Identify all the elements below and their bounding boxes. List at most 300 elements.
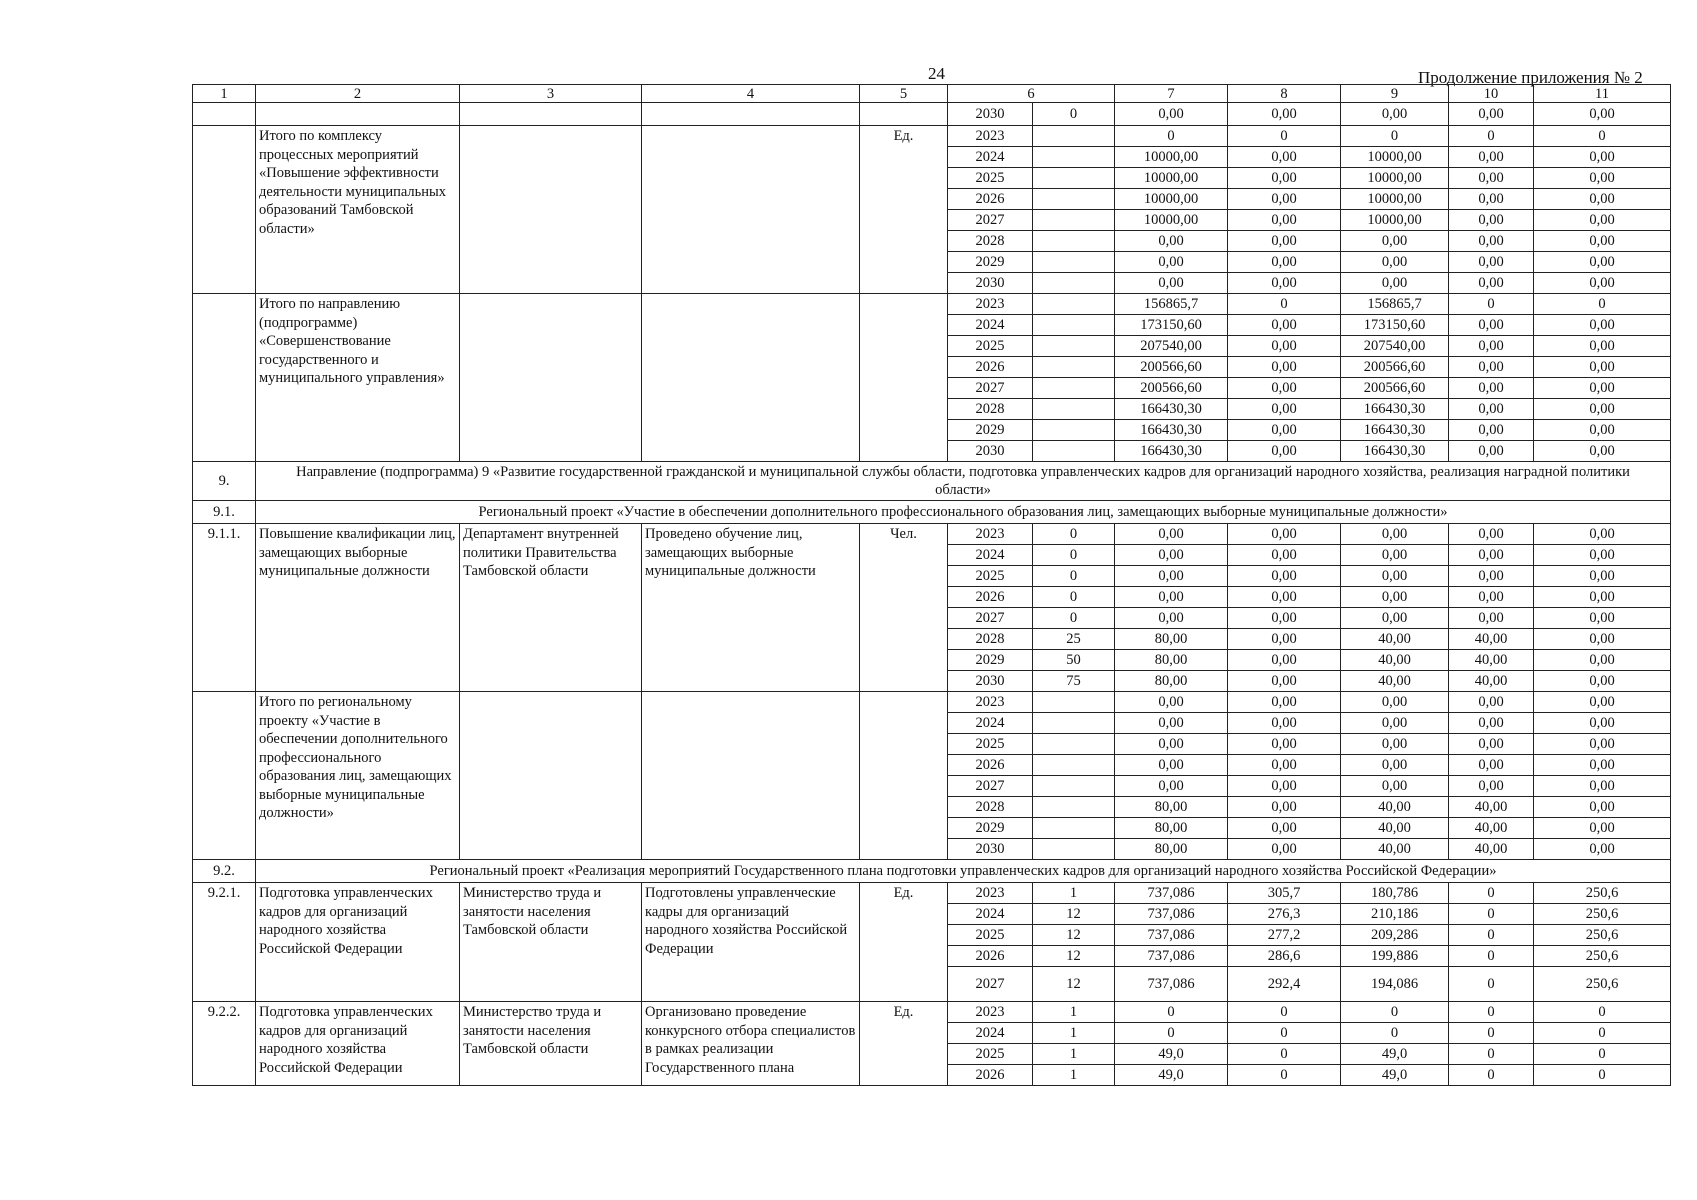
year-cell: 2026 (948, 755, 1033, 776)
indicator-value-cell (1033, 776, 1115, 797)
other-sources-cell: 0,00 (1534, 734, 1671, 755)
indicator-value-cell (1033, 420, 1115, 441)
other-sources-cell: 0 (1534, 1023, 1671, 1044)
year-cell: 2026 (948, 1065, 1033, 1086)
local-budget-cell: 0,00 (1449, 608, 1534, 629)
column-number: 8 (1228, 85, 1341, 103)
other-sources-cell: 0,00 (1534, 755, 1671, 776)
federal-budget-cell: 0 (1228, 126, 1341, 147)
year-cell: 2024 (948, 1023, 1033, 1044)
other-sources-cell: 0,00 (1534, 189, 1671, 210)
indicator-value-cell: 0 (1033, 566, 1115, 587)
federal-budget-cell: 305,7 (1228, 883, 1341, 904)
column-number: 9 (1341, 85, 1449, 103)
local-budget-cell: 0,00 (1449, 273, 1534, 294)
total-cell: 166430,30 (1115, 441, 1228, 462)
result-cell: Организовано проведение конкурсного отбора специалистов в рамках реализации Государственного плана (642, 1002, 860, 1086)
total-cell: 737,086 (1115, 904, 1228, 925)
federal-budget-cell: 0,00 (1228, 357, 1341, 378)
indicator-value-cell (1033, 713, 1115, 734)
year-cell: 2029 (948, 420, 1033, 441)
year-cell: 2029 (948, 252, 1033, 273)
total-cell: 737,086 (1115, 883, 1228, 904)
year-cell: 2024 (948, 147, 1033, 168)
unit-cell (860, 294, 948, 462)
year-cell: 2025 (948, 734, 1033, 755)
item-number-cell: 9.1.1. (193, 524, 256, 692)
responsible-cell (460, 692, 642, 860)
local-budget-cell: 0,00 (1449, 420, 1534, 441)
item-number-cell (193, 126, 256, 294)
page-number: 24 (928, 64, 945, 83)
other-sources-cell: 0,00 (1534, 357, 1671, 378)
year-cell: 2030 (948, 671, 1033, 692)
item-number-cell (193, 103, 256, 126)
other-sources-cell: 0,00 (1534, 839, 1671, 860)
federal-budget-cell: 0,00 (1228, 797, 1341, 818)
indicator-value-cell (1033, 797, 1115, 818)
regional-budget-cell: 200566,60 (1341, 378, 1449, 399)
total-cell: 80,00 (1115, 797, 1228, 818)
local-budget-cell: 0,00 (1449, 566, 1534, 587)
unit-cell: Ед. (860, 126, 948, 294)
local-budget-cell: 40,00 (1449, 629, 1534, 650)
other-sources-cell: 250,6 (1534, 946, 1671, 967)
federal-budget-cell: 0 (1228, 1023, 1341, 1044)
total-cell: 173150,60 (1115, 315, 1228, 336)
local-budget-cell: 0 (1449, 883, 1534, 904)
year-cell: 2030 (948, 441, 1033, 462)
indicator-value-cell (1033, 441, 1115, 462)
other-sources-cell: 0,00 (1534, 524, 1671, 545)
local-budget-cell: 0,00 (1449, 734, 1534, 755)
program-table (192, 84, 1671, 1086)
section-title: Региональный проект «Реализация мероприятий Государственного плана подготовки управленческих кадров для организаций народного хозяйства Российской Федерации» (256, 860, 1671, 883)
result-cell (642, 103, 860, 126)
other-sources-cell: 0 (1534, 1044, 1671, 1065)
federal-budget-cell: 0,00 (1228, 378, 1341, 399)
year-cell: 2027 (948, 608, 1033, 629)
federal-budget-cell: 0,00 (1228, 103, 1341, 126)
federal-budget-cell: 0,00 (1228, 587, 1341, 608)
total-cell: 80,00 (1115, 671, 1228, 692)
total-cell: 10000,00 (1115, 147, 1228, 168)
section-row (193, 860, 1671, 883)
year-cell: 2030 (948, 839, 1033, 860)
other-sources-cell: 0,00 (1534, 336, 1671, 357)
year-cell: 2023 (948, 524, 1033, 545)
regional-budget-cell: 166430,30 (1341, 441, 1449, 462)
local-budget-cell: 0,00 (1449, 587, 1534, 608)
unit-cell: Чел. (860, 524, 948, 692)
total-cell: 737,086 (1115, 967, 1228, 1002)
result-cell (642, 294, 860, 462)
federal-budget-cell: 0,00 (1228, 608, 1341, 629)
other-sources-cell: 0,00 (1534, 441, 1671, 462)
item-name-cell (256, 103, 460, 126)
year-cell: 2024 (948, 713, 1033, 734)
column-number: 1 (193, 85, 256, 103)
year-cell: 2028 (948, 629, 1033, 650)
local-budget-cell: 0,00 (1449, 755, 1534, 776)
indicator-value-cell (1033, 357, 1115, 378)
federal-budget-cell: 0 (1228, 1002, 1341, 1023)
local-budget-cell: 40,00 (1449, 671, 1534, 692)
indicator-value-cell: 0 (1033, 608, 1115, 629)
federal-budget-cell: 0,00 (1228, 692, 1341, 713)
other-sources-cell: 250,6 (1534, 904, 1671, 925)
regional-budget-cell: 210,186 (1341, 904, 1449, 925)
local-budget-cell: 0,00 (1449, 336, 1534, 357)
indicator-value-cell (1033, 315, 1115, 336)
total-cell: 0,00 (1115, 252, 1228, 273)
other-sources-cell: 0,00 (1534, 566, 1671, 587)
other-sources-cell: 0,00 (1534, 629, 1671, 650)
local-budget-cell: 0,00 (1449, 147, 1534, 168)
regional-budget-cell: 0,00 (1341, 713, 1449, 734)
regional-budget-cell: 194,086 (1341, 967, 1449, 1002)
column-number: 11 (1534, 85, 1671, 103)
year-cell: 2029 (948, 818, 1033, 839)
regional-budget-cell: 0,00 (1341, 776, 1449, 797)
total-cell: 80,00 (1115, 650, 1228, 671)
unit-cell (860, 103, 948, 126)
responsible-cell: Департамент внутренней политики Правительства Тамбовской области (460, 524, 642, 692)
local-budget-cell: 0,00 (1449, 692, 1534, 713)
section-number: 9.2. (193, 860, 256, 883)
total-cell: 156865,7 (1115, 294, 1228, 315)
total-cell: 0,00 (1115, 734, 1228, 755)
indicator-value-cell: 1 (1033, 1002, 1115, 1023)
regional-budget-cell: 40,00 (1341, 671, 1449, 692)
indicator-value-cell: 12 (1033, 904, 1115, 925)
column-number: 6 (948, 85, 1115, 103)
regional-budget-cell: 0 (1341, 126, 1449, 147)
other-sources-cell: 0,00 (1534, 168, 1671, 189)
local-budget-cell: 0 (1449, 294, 1534, 315)
local-budget-cell: 0 (1449, 946, 1534, 967)
regional-budget-cell: 0,00 (1341, 252, 1449, 273)
column-number: 5 (860, 85, 948, 103)
regional-budget-cell: 10000,00 (1341, 189, 1449, 210)
other-sources-cell: 0,00 (1534, 713, 1671, 734)
regional-budget-cell: 156865,7 (1341, 294, 1449, 315)
unit-cell: Ед. (860, 883, 948, 1002)
other-sources-cell: 0,00 (1534, 818, 1671, 839)
indicator-value-cell: 12 (1033, 946, 1115, 967)
regional-budget-cell: 40,00 (1341, 818, 1449, 839)
other-sources-cell: 0,00 (1534, 545, 1671, 566)
federal-budget-cell: 0,00 (1228, 650, 1341, 671)
item-number-cell: 9.2.1. (193, 883, 256, 1002)
federal-budget-cell: 0 (1228, 1044, 1341, 1065)
federal-budget-cell: 0,00 (1228, 713, 1341, 734)
federal-budget-cell: 0,00 (1228, 231, 1341, 252)
regional-budget-cell: 40,00 (1341, 797, 1449, 818)
total-cell: 0 (1115, 1002, 1228, 1023)
regional-budget-cell: 49,0 (1341, 1044, 1449, 1065)
other-sources-cell: 0,00 (1534, 315, 1671, 336)
item-name-cell: Итого по региональному проекту «Участие в обеспечении дополнительного профессионального образования лиц, замещающих выборные муниципальные должности» (256, 692, 460, 860)
total-cell: 49,0 (1115, 1065, 1228, 1086)
total-cell: 0,00 (1115, 103, 1228, 126)
section-row (193, 501, 1671, 524)
federal-budget-cell: 0,00 (1228, 671, 1341, 692)
table-row (193, 294, 1671, 315)
indicator-value-cell: 1 (1033, 1044, 1115, 1065)
federal-budget-cell: 0 (1228, 1065, 1341, 1086)
local-budget-cell: 0 (1449, 126, 1534, 147)
year-cell: 2025 (948, 1044, 1033, 1065)
regional-budget-cell: 10000,00 (1341, 210, 1449, 231)
regional-budget-cell: 0 (1341, 1002, 1449, 1023)
indicator-value-cell (1033, 839, 1115, 860)
indicator-value-cell (1033, 210, 1115, 231)
federal-budget-cell: 277,2 (1228, 925, 1341, 946)
indicator-value-cell: 75 (1033, 671, 1115, 692)
federal-budget-cell: 0,00 (1228, 566, 1341, 587)
regional-budget-cell: 0,00 (1341, 273, 1449, 294)
other-sources-cell: 0 (1534, 1002, 1671, 1023)
federal-budget-cell: 0,00 (1228, 252, 1341, 273)
other-sources-cell: 0,00 (1534, 587, 1671, 608)
section-title: Направление (подпрограмма) 9 «Развитие государственной гражданской и муниципальной службы области, подготовка управленческих кадров для организаций народного хозяйства, реализация наградной политики области» (256, 462, 1671, 501)
regional-budget-cell: 0,00 (1341, 587, 1449, 608)
indicator-value-cell (1033, 252, 1115, 273)
other-sources-cell: 0,00 (1534, 103, 1671, 126)
year-cell: 2023 (948, 883, 1033, 904)
indicator-value-cell (1033, 336, 1115, 357)
indicator-value-cell (1033, 231, 1115, 252)
local-budget-cell: 40,00 (1449, 797, 1534, 818)
year-cell: 2028 (948, 399, 1033, 420)
year-cell: 2028 (948, 797, 1033, 818)
federal-budget-cell: 0,00 (1228, 420, 1341, 441)
result-cell: Проведено обучение лиц, замещающих выборные муниципальные должности (642, 524, 860, 692)
other-sources-cell: 0,00 (1534, 231, 1671, 252)
indicator-value-cell (1033, 818, 1115, 839)
local-budget-cell: 40,00 (1449, 839, 1534, 860)
section-row (193, 462, 1671, 501)
regional-budget-cell: 0,00 (1341, 755, 1449, 776)
year-cell: 2025 (948, 168, 1033, 189)
regional-budget-cell: 173150,60 (1341, 315, 1449, 336)
local-budget-cell: 0,00 (1449, 210, 1534, 231)
other-sources-cell: 0,00 (1534, 420, 1671, 441)
other-sources-cell: 0,00 (1534, 252, 1671, 273)
local-budget-cell: 0,00 (1449, 231, 1534, 252)
other-sources-cell: 0 (1534, 126, 1671, 147)
column-number-row (193, 85, 1671, 103)
total-cell: 0,00 (1115, 776, 1228, 797)
item-number-cell (193, 692, 256, 860)
federal-budget-cell: 0,00 (1228, 168, 1341, 189)
total-cell: 80,00 (1115, 629, 1228, 650)
federal-budget-cell: 0,00 (1228, 147, 1341, 168)
federal-budget-cell: 0,00 (1228, 524, 1341, 545)
regional-budget-cell: 0,00 (1341, 734, 1449, 755)
local-budget-cell: 0 (1449, 1023, 1534, 1044)
year-cell: 2029 (948, 650, 1033, 671)
federal-budget-cell: 0,00 (1228, 755, 1341, 776)
year-cell: 2026 (948, 587, 1033, 608)
unit-cell: Ед. (860, 1002, 948, 1086)
year-cell: 2027 (948, 210, 1033, 231)
year-cell: 2026 (948, 189, 1033, 210)
year-cell: 2023 (948, 692, 1033, 713)
total-cell: 80,00 (1115, 839, 1228, 860)
federal-budget-cell: 0,00 (1228, 734, 1341, 755)
other-sources-cell: 0 (1534, 294, 1671, 315)
regional-budget-cell: 166430,30 (1341, 420, 1449, 441)
total-cell: 166430,30 (1115, 399, 1228, 420)
total-cell: 0,00 (1115, 545, 1228, 566)
local-budget-cell: 0,00 (1449, 357, 1534, 378)
local-budget-cell: 0 (1449, 904, 1534, 925)
table-row (193, 692, 1671, 713)
table-row (193, 103, 1671, 126)
column-number: 10 (1449, 85, 1534, 103)
total-cell: 0,00 (1115, 566, 1228, 587)
indicator-value-cell: 0 (1033, 103, 1115, 126)
federal-budget-cell: 276,3 (1228, 904, 1341, 925)
local-budget-cell: 0 (1449, 925, 1534, 946)
federal-budget-cell: 0,00 (1228, 839, 1341, 860)
regional-budget-cell: 209,286 (1341, 925, 1449, 946)
total-cell: 200566,60 (1115, 357, 1228, 378)
other-sources-cell: 0,00 (1534, 210, 1671, 231)
regional-budget-cell: 0,00 (1341, 566, 1449, 587)
unit-cell (860, 692, 948, 860)
regional-budget-cell: 0 (1341, 1023, 1449, 1044)
regional-budget-cell: 10000,00 (1341, 147, 1449, 168)
table-row (193, 883, 1671, 904)
local-budget-cell: 0,00 (1449, 315, 1534, 336)
year-cell: 2025 (948, 925, 1033, 946)
federal-budget-cell: 0,00 (1228, 210, 1341, 231)
other-sources-cell: 250,6 (1534, 925, 1671, 946)
item-name-cell: Итого по направлению (подпрограмме) «Совершенствование государственного и муниципального управления» (256, 294, 460, 462)
other-sources-cell: 0,00 (1534, 608, 1671, 629)
total-cell: 737,086 (1115, 946, 1228, 967)
federal-budget-cell: 292,4 (1228, 967, 1341, 1002)
total-cell: 10000,00 (1115, 210, 1228, 231)
item-name-cell: Подготовка управленческих кадров для организаций народного хозяйства Российской Федерации (256, 883, 460, 1002)
total-cell: 0,00 (1115, 608, 1228, 629)
total-cell: 0,00 (1115, 231, 1228, 252)
section-number: 9.1. (193, 501, 256, 524)
local-budget-cell: 0,00 (1449, 168, 1534, 189)
year-cell: 2026 (948, 357, 1033, 378)
local-budget-cell: 40,00 (1449, 650, 1534, 671)
indicator-value-cell (1033, 126, 1115, 147)
year-cell: 2023 (948, 294, 1033, 315)
year-cell: 2023 (948, 126, 1033, 147)
year-cell: 2028 (948, 231, 1033, 252)
federal-budget-cell: 0 (1228, 294, 1341, 315)
table-row (193, 126, 1671, 147)
regional-budget-cell: 10000,00 (1341, 168, 1449, 189)
local-budget-cell: 0,00 (1449, 252, 1534, 273)
year-cell: 2024 (948, 904, 1033, 925)
regional-budget-cell: 49,0 (1341, 1065, 1449, 1086)
total-cell: 80,00 (1115, 818, 1228, 839)
local-budget-cell: 0,00 (1449, 378, 1534, 399)
year-cell: 2026 (948, 946, 1033, 967)
indicator-value-cell: 1 (1033, 1065, 1115, 1086)
regional-budget-cell: 180,786 (1341, 883, 1449, 904)
responsible-cell (460, 294, 642, 462)
total-cell: 207540,00 (1115, 336, 1228, 357)
other-sources-cell: 0,00 (1534, 776, 1671, 797)
total-cell: 0 (1115, 126, 1228, 147)
indicator-value-cell: 1 (1033, 1023, 1115, 1044)
year-cell: 2025 (948, 566, 1033, 587)
federal-budget-cell: 0,00 (1228, 189, 1341, 210)
indicator-value-cell: 0 (1033, 545, 1115, 566)
federal-budget-cell: 0,00 (1228, 399, 1341, 420)
year-cell: 2025 (948, 336, 1033, 357)
other-sources-cell: 0,00 (1534, 797, 1671, 818)
total-cell: 10000,00 (1115, 168, 1228, 189)
indicator-value-cell (1033, 273, 1115, 294)
regional-budget-cell: 40,00 (1341, 839, 1449, 860)
responsible-cell (460, 103, 642, 126)
other-sources-cell: 0,00 (1534, 378, 1671, 399)
local-budget-cell: 0,00 (1449, 103, 1534, 126)
total-cell: 200566,60 (1115, 378, 1228, 399)
item-number-cell: 9.2.2. (193, 1002, 256, 1086)
result-cell: Подготовлены управленческие кадры для организаций народного хозяйства Российской Федерации (642, 883, 860, 1002)
item-name-cell: Повышение квалификации лиц, замещающих выборные муниципальные должности (256, 524, 460, 692)
local-budget-cell: 0 (1449, 1065, 1534, 1086)
federal-budget-cell: 0,00 (1228, 629, 1341, 650)
federal-budget-cell: 0,00 (1228, 776, 1341, 797)
indicator-value-cell (1033, 378, 1115, 399)
total-cell: 0,00 (1115, 524, 1228, 545)
regional-budget-cell: 40,00 (1341, 629, 1449, 650)
local-budget-cell: 0,00 (1449, 545, 1534, 566)
regional-budget-cell: 0,00 (1341, 545, 1449, 566)
indicator-value-cell: 25 (1033, 629, 1115, 650)
indicator-value-cell: 12 (1033, 925, 1115, 946)
item-number-cell (193, 294, 256, 462)
indicator-value-cell (1033, 168, 1115, 189)
other-sources-cell: 250,6 (1534, 967, 1671, 1002)
table-row (193, 1002, 1671, 1023)
indicator-value-cell (1033, 692, 1115, 713)
other-sources-cell: 250,6 (1534, 883, 1671, 904)
local-budget-cell: 0,00 (1449, 524, 1534, 545)
total-cell: 0,00 (1115, 692, 1228, 713)
regional-budget-cell: 200566,60 (1341, 357, 1449, 378)
local-budget-cell: 40,00 (1449, 818, 1534, 839)
responsible-cell (460, 126, 642, 294)
federal-budget-cell: 0,00 (1228, 315, 1341, 336)
appendix-caption: Продолжение приложения № 2 (1418, 68, 1643, 87)
year-cell: 2030 (948, 103, 1033, 126)
local-budget-cell: 0 (1449, 1002, 1534, 1023)
result-cell (642, 692, 860, 860)
local-budget-cell: 0,00 (1449, 713, 1534, 734)
year-cell: 2030 (948, 273, 1033, 294)
regional-budget-cell: 207540,00 (1341, 336, 1449, 357)
regional-budget-cell: 0,00 (1341, 231, 1449, 252)
total-cell: 49,0 (1115, 1044, 1228, 1065)
local-budget-cell: 0 (1449, 967, 1534, 1002)
federal-budget-cell: 0,00 (1228, 545, 1341, 566)
regional-budget-cell: 40,00 (1341, 650, 1449, 671)
